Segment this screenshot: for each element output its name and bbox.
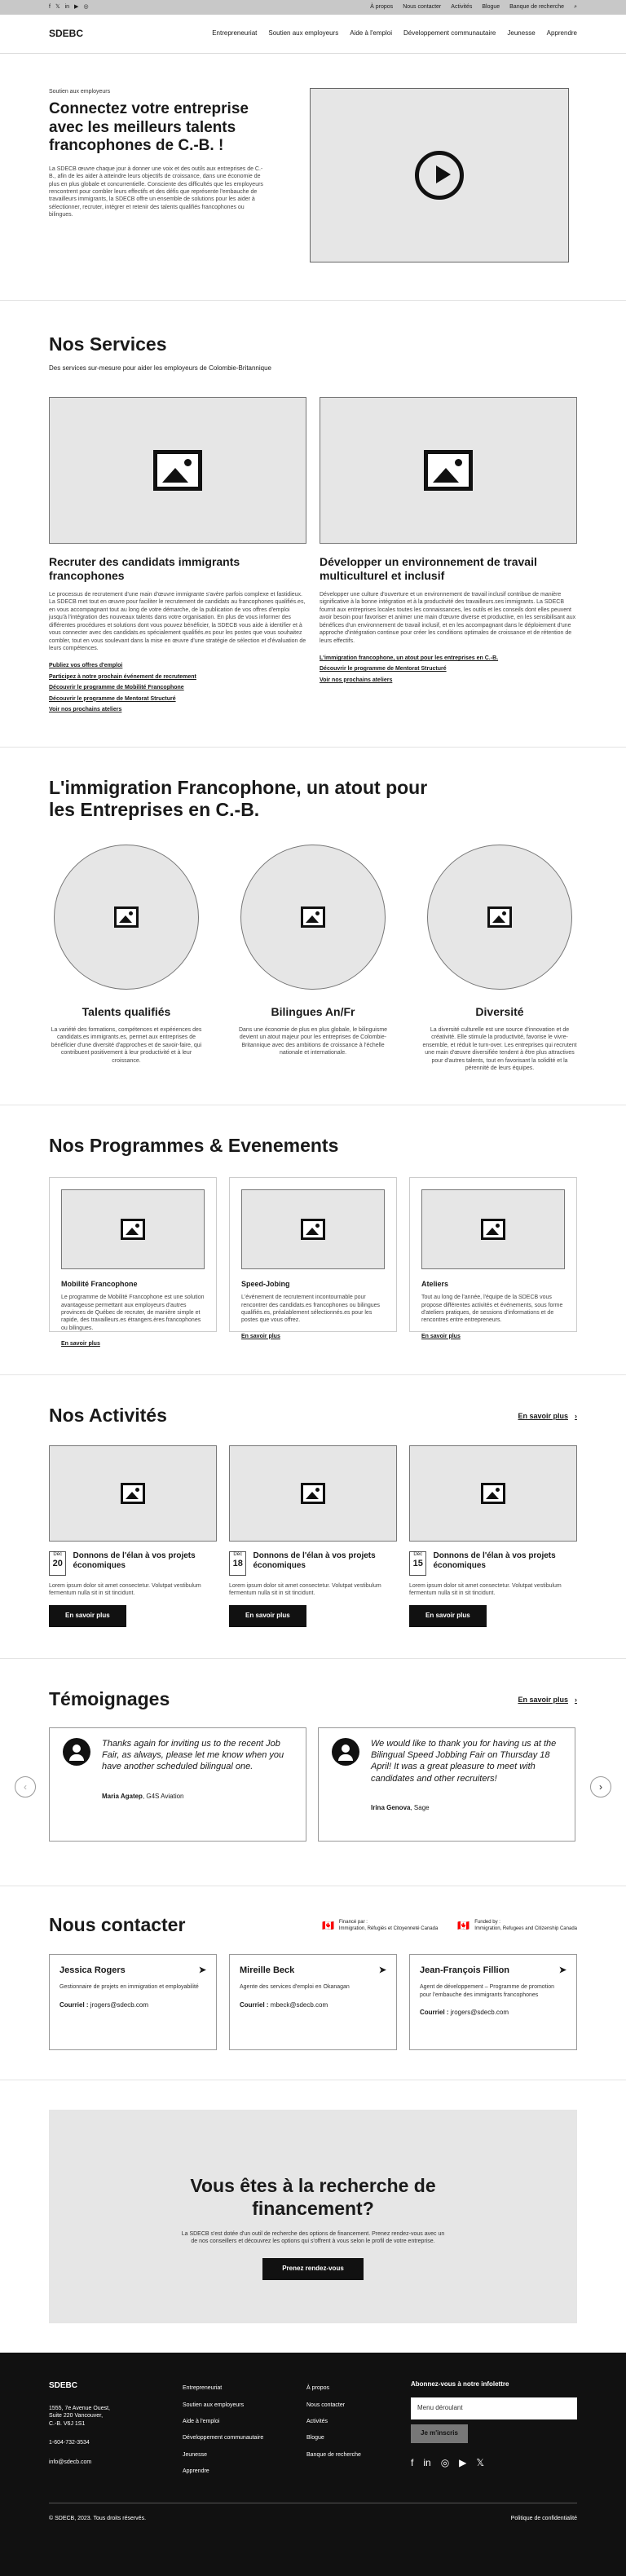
activites-more-link[interactable]: En savoir plus ›	[518, 1411, 577, 1420]
testimonial-card	[318, 1727, 575, 1842]
temoignages-section	[0, 1659, 626, 1886]
programme-title: Speed-Jobing	[241, 1279, 290, 1288]
contact-name: Jessica Rogers	[60, 1965, 126, 1976]
programme-image	[421, 1189, 565, 1269]
footer-nav-1	[183, 2380, 306, 2480]
immig-item-body: Dans une économie de plus en plus globale, le bilinguisme devient un atout majeur pour les entreprises de Colombie-Britannique avec des ambitions de croissance à l'échelle nationale et internationale.	[238, 1026, 388, 1056]
nav-item-entrepreneuriat[interactable]: Entrepreneuriat	[212, 29, 258, 37]
linkedin-icon[interactable]: in	[423, 2456, 431, 2468]
immig-item	[236, 845, 390, 1073]
activity-title: Donnons de l'élan à vos projets économiques	[253, 1550, 376, 1570]
date-badge: Déc 18	[229, 1551, 246, 1576]
contact-card	[409, 1954, 577, 2050]
immig-item	[49, 845, 204, 1073]
circle-image	[54, 845, 199, 990]
immig-item	[422, 845, 577, 1073]
image-icon	[301, 1219, 325, 1240]
funding-body: La SDECB s'est dotée d'un outil de recherche des options de financement. Prenez rendez-vous avec un de nos conseillers et découvrez les options qui s'offrent à vous selon le profil de votre entreprise.	[181, 2230, 445, 2245]
footer-social	[411, 2456, 577, 2469]
image-icon	[481, 1483, 505, 1504]
funding-button[interactable]: Prenez rendez-vous	[262, 2258, 364, 2280]
twitter-icon[interactable]: 𝕏	[476, 2456, 485, 2468]
social-links	[49, 3, 89, 11]
services-section	[0, 301, 626, 747]
carousel-prev-button[interactable]	[15, 1776, 36, 1797]
activites-title: Nos Activités	[49, 1404, 167, 1426]
send-icon[interactable]: ➤	[378, 1965, 386, 1976]
footer-link[interactable]: Jeunesse	[183, 2451, 207, 2458]
service-image	[49, 397, 306, 544]
chevron-right-icon: ›	[575, 1411, 577, 1420]
contact-section	[0, 1886, 626, 2080]
instagram-icon[interactable]: ◎	[83, 4, 89, 11]
footer-address: 1555, 7e Avenue Ouest, Suite 220 Vancouver, C.-B. V6J 1S1	[49, 2405, 110, 2427]
newsletter-title: Abonnez-vous à notre infolettre	[411, 2380, 509, 2389]
activity-title: Donnons de l'élan à vos projets économiques	[73, 1550, 196, 1570]
programme-body: Tout au long de l'année, l'équipe de la SDECB vous propose différentes activités et événements, sous forme d'ateliers pratiques, de sessions d'informations et de rencontres entre entrepreneurs.	[421, 1295, 563, 1324]
temoignages-more-link[interactable]: En savoir plus ›	[518, 1695, 577, 1704]
hero-section	[0, 54, 626, 300]
image-icon	[121, 1483, 145, 1504]
service-title: Recruter des candidats immigrants francophones	[49, 555, 240, 583]
play-icon[interactable]	[415, 151, 464, 200]
site-logo[interactable]: SDEBC	[49, 28, 84, 40]
service-link[interactable]: Voir nos prochains ateliers	[320, 677, 393, 683]
hero-body: La SDECB œuvre chaque jour à donner une voix et des outils aux entreprises de C.-B., afin de les aider à atteindre leurs objectifs de croissance, dans une économie de plus en plus globale et concurrentielle. Consciente des difficultés que les employeurs rencontrent pour combler leurs effectifs et des défis que représente l'embauche de travailleurs immigrants, la SDECB offre un ensemble de solutions pour les aider à sélectionner, recruter, intégrer et retenir des talents qualifiés francophones ou bilingues.	[49, 165, 263, 218]
footer-link[interactable]: Apprendre	[183, 2468, 209, 2474]
immig-item-title: Diversité	[475, 1004, 524, 1018]
footer	[0, 2353, 626, 2576]
newsletter-input[interactable]: Menu déroulant	[411, 2397, 577, 2419]
footer-nav-2	[306, 2380, 414, 2480]
footer-link[interactable]: Nous contacter	[306, 2402, 346, 2408]
send-icon[interactable]: ➤	[198, 1965, 206, 1976]
activity-card	[409, 1445, 577, 1628]
funder-logos	[322, 1919, 577, 1932]
privacy-link[interactable]: Politique de confidentialité	[510, 2516, 577, 2522]
instagram-icon[interactable]: ◎	[440, 2456, 450, 2468]
services-title: Nos Services	[49, 333, 167, 355]
testimonial-quote: We would like to thank you for having us at the Bilingual Speed Jobbing Fair on Thursday 18 April! It was a great pleasure to meet with candidates and other recruiters!	[371, 1738, 557, 1784]
activity-button[interactable]: En savoir plus	[49, 1605, 126, 1627]
service-body: Le processus de recrutement d'une main d'œuvre immigrante s'avère parfois complexe et fastidieux. La SDECB met tout en œuvre pour faciliter le recrutement de candidats au francophones qualifiés.es, en vous accompagnant tout au long de votre démarche, de la publication de vos offres d'emploi jusqu'à l'intégration des nouveaux talents dans votre organisation. En plus de vous informer des différentes procédures et solutions dont vous pouvez bénéficier, la SDECB vous aide à identifier et à vous connecter avec des candidats.es spécialement qualifiés.es pour les postes que vous souhaitez combler, tout en vous soulevant dans la mise en œuvre d'une stratégie de sélection et d'évaluation de leurs compétences.	[49, 591, 306, 652]
programme-body: L'événement de recrutement incontournable pour rencontrer des candidats.es francophones ou bilingues qualifiés.es, préalablement sélectionnés.es pour les postes que vous offrez.	[241, 1295, 381, 1324]
programme-card	[409, 1177, 577, 1339]
nav-item-developpement[interactable]: Développement communautaire	[403, 29, 496, 37]
programmes-section	[0, 1105, 626, 1374]
hero-eyebrow: Soutien aux employeurs	[49, 89, 111, 95]
activity-body: Lorem ipsum dolor sit amet consectetur. Volutpat vestibulum fermentum nulla sit in sit tincidunt.	[409, 1582, 562, 1596]
programme-link[interactable]: En savoir plus	[241, 1333, 280, 1339]
carousel-next-button[interactable]	[590, 1776, 611, 1797]
date-badge: Déc 15	[409, 1551, 426, 1576]
footer-link[interactable]: Activités	[306, 2419, 328, 2425]
contact-email[interactable]: Courriel : jrogers@sdecb.com	[60, 2000, 149, 2009]
youtube-icon[interactable]: ▶	[459, 2456, 467, 2468]
service-link[interactable]: Découvrir le programme de Mentorat Structuré	[49, 695, 176, 702]
activity-card	[49, 1445, 217, 1628]
nav-item-apprendre[interactable]: Apprendre	[546, 29, 577, 37]
contact-role: Agente des services d'emploi en Okanagan	[240, 1984, 350, 1991]
services-subtitle: Des services sur-mesure pour aider les employeurs de Colombie-Britannique	[49, 364, 272, 372]
contact-card	[229, 1954, 397, 2050]
avatar-icon	[63, 1738, 90, 1766]
canada-flag-icon: 🇨🇦	[321, 1919, 334, 1931]
contact-email[interactable]: Courriel : jrogers@sdecb.com	[420, 2009, 509, 2017]
funder-logo-en: 🇨🇦 Funded by : Immigration, Refugees and Citizenship Canada	[457, 1919, 577, 1931]
hero-title: Connectez votre entreprise avec les meilleurs talents francophones de C.-B. !	[49, 100, 249, 155]
programme-image	[61, 1189, 205, 1269]
funding-banner	[49, 2110, 577, 2323]
contact-name: Mireille Beck	[240, 1965, 295, 1976]
footer-link[interactable]: Aide à l'emploi	[183, 2419, 220, 2425]
footer-link[interactable]: Entrepreneuriat	[183, 2385, 223, 2392]
chevron-right-icon: ›	[599, 1780, 602, 1793]
funding-title: Vous êtes à la recherche de financement?	[190, 2175, 436, 2220]
programmes-title: Nos Programmes & Evenements	[49, 1135, 339, 1157]
immigration-title: L'immigration Francophone, un atout pour les Entreprises en C.-B.	[49, 776, 428, 821]
nav-item-jeunesse[interactable]: Jeunesse	[507, 29, 536, 37]
footer-link[interactable]: Blogue	[306, 2435, 324, 2441]
contact-email[interactable]: Courriel : mbeck@sdecb.com	[240, 2000, 328, 2009]
contact-role: Gestionnaire de projets en immigration et employabilité	[60, 1984, 199, 1991]
programme-card	[49, 1177, 217, 1348]
utility-links	[370, 3, 577, 11]
youtube-icon[interactable]: ▶	[74, 4, 79, 11]
immig-item-title: Bilingues An/Fr	[271, 1004, 355, 1018]
service-link[interactable]: Participez à notre prochain événement de recrutement	[49, 673, 196, 680]
testimonial-author: Maria Agatep, G4S Aviation	[102, 1792, 184, 1800]
nav-item-soutien[interactable]: Soutien aux employeurs	[268, 29, 339, 37]
activity-button[interactable]: En savoir plus	[409, 1605, 487, 1627]
activity-image	[229, 1445, 397, 1542]
nav-item-aide[interactable]: Aide à l'emploi	[350, 29, 392, 37]
service-image	[320, 397, 577, 544]
activity-title: Donnons de l'élan à vos projets économiques	[433, 1550, 556, 1570]
date-badge: Déc 20	[49, 1551, 66, 1576]
immig-item-body: La variété des formations, compétences et expériences des candidats.es immigrants.es, permet aux entreprises de bénéficier d'une diversité d'approches et de savoir-faire, qui contribuent positivement à leur productivité et à leur croissance.	[51, 1026, 202, 1064]
facebook-icon[interactable]: f	[411, 2456, 414, 2468]
footer-email[interactable]: info@sdecb.com	[49, 2459, 92, 2465]
service-link[interactable]: Voir nos prochains ateliers	[49, 707, 122, 713]
footer-link[interactable]: Banque de recherche	[306, 2451, 361, 2458]
footer-phone[interactable]: 1-604-732-3534	[49, 2440, 90, 2446]
contact-card	[49, 1954, 217, 2050]
service-link[interactable]: Découvrir le programme de Mobilité Francophone	[49, 685, 184, 691]
facebook-icon[interactable]: f	[49, 4, 51, 11]
nav-menu	[212, 29, 577, 38]
util-link-banque[interactable]: Banque de recherche	[509, 4, 565, 11]
temoignages-title: Témoignages	[49, 1688, 170, 1710]
image-icon	[301, 1483, 325, 1504]
image-icon	[301, 906, 325, 928]
programme-title: Ateliers	[421, 1279, 449, 1288]
linkedin-icon[interactable]: in	[64, 4, 70, 11]
circle-image	[240, 845, 386, 990]
circle-image	[427, 845, 572, 990]
image-icon	[481, 1219, 505, 1240]
twitter-icon[interactable]: 𝕏	[55, 4, 60, 11]
main-nav	[0, 15, 626, 54]
service-recruter	[49, 397, 306, 713]
activity-image	[409, 1445, 577, 1542]
footer-link[interactable]: Soutien aux employeurs	[183, 2402, 245, 2408]
hero-text	[49, 88, 269, 262]
image-icon	[114, 906, 139, 928]
contact-title: Nous contacter	[49, 1913, 186, 1935]
util-link-blogue[interactable]: Blogue	[482, 4, 500, 11]
contact-name: Jean-François Fillion	[420, 1965, 510, 1976]
chevron-right-icon: ›	[575, 1695, 577, 1704]
hero-video[interactable]	[310, 88, 569, 262]
footer-bottom	[49, 2503, 577, 2522]
image-icon	[153, 450, 202, 491]
immigration-section	[0, 748, 626, 1105]
util-link-contact[interactable]: Nous contacter	[403, 4, 442, 11]
programme-image	[241, 1189, 385, 1269]
contact-role: Agent de développement – Programme de promotion pour l'embauche des immigrants francophones	[420, 1984, 554, 1998]
service-link[interactable]: Découvrir le programme de Mentorat Structuré	[320, 666, 447, 673]
canada-flag-icon: 🇨🇦	[457, 1919, 470, 1931]
util-link-activites[interactable]: Activités	[451, 4, 473, 11]
image-icon	[487, 906, 512, 928]
footer-link[interactable]: Développement communautaire	[183, 2435, 264, 2441]
programme-link[interactable]: En savoir plus	[61, 1341, 100, 1348]
search-icon[interactable]: ⌕	[574, 4, 577, 11]
newsletter	[411, 2380, 577, 2480]
immig-item-body: La diversité culturelle est une source d'innovation et de créativité. Elle stimule la productivité, favorise le vivre-ensemble, et réduit le turn-over. Les entreprises qui recrutent une main d'œuvre diversifiée tendent à être plus attractives pour d'autres talents, tout en favorisant la solidité et la pérennité de leurs équipes.	[422, 1026, 577, 1071]
footer-logo[interactable]: SDEBC	[49, 2381, 78, 2391]
subscribe-button[interactable]: Je m'inscris	[411, 2424, 468, 2443]
send-icon[interactable]: ➤	[558, 1965, 566, 1976]
programme-title: Mobilité Francophone	[61, 1279, 138, 1288]
service-link[interactable]: Publiez vos offres d'emploi	[49, 663, 123, 669]
testimonial-quote: Thanks again for inviting us to the recent Job Fair, as always, please let me know when you have another scheduled bilingual one.	[102, 1738, 284, 1772]
activity-button[interactable]: En savoir plus	[229, 1605, 306, 1627]
image-icon	[424, 450, 473, 491]
funder-logo-fr: 🇨🇦 Financé par : Immigration, Réfugiés et Citoyenneté Canada	[321, 1919, 439, 1931]
programme-card	[229, 1177, 397, 1339]
activity-card	[229, 1445, 397, 1628]
immig-item-title: Talents qualifiés	[82, 1004, 171, 1018]
service-body: Développer une culture d'ouverture et un environnement de travail inclusif contribue de manière significative à la bonne intégration et à la productivité des travailleurs.ses immigrants. La SDECB fournit aux entreprises locales toutes les connaissances, les outils et les conseils dont elles peuvent avoir besoin pour favoriser et animer une main d'œuvre diverse et productive, en les sensibilisant aux bénéfices d'un environnement de travail inclusif, et en les accompagnant dans le déploiement d'une approche d'intégration continue pour créer les conditions optimales de croissance et de rétention de leurs effectifs.	[320, 591, 576, 644]
chevron-left-icon: ‹	[24, 1780, 27, 1793]
activity-body: Lorem ipsum dolor sit amet consectetur. Volutpat vestibulum fermentum nulla sit in sit tincidunt.	[229, 1582, 381, 1596]
service-developper	[320, 397, 577, 713]
activites-section	[0, 1375, 626, 1658]
top-bar	[0, 0, 626, 15]
testimonial-author: Irina Genova, Sage	[371, 1804, 430, 1812]
image-icon	[121, 1219, 145, 1240]
service-link[interactable]: L'immigration francophone, un atout pour les entreprises en C.-B.	[320, 655, 499, 662]
programme-body: Le programme de Mobilité Francophone est une solution avantageuse permettant aux employeurs d'autres provinces de Québec de recruter, de manière simple et rapide, des travailleurs.es étrangers.ères francophones ou bilingues.	[61, 1295, 205, 1331]
avatar-icon	[332, 1738, 359, 1766]
activity-image	[49, 1445, 217, 1542]
footer-link[interactable]: À propos	[306, 2385, 330, 2392]
copyright: © SDECB, 2023. Tous droits réservés.	[49, 2516, 147, 2522]
programme-link[interactable]: En savoir plus	[421, 1333, 461, 1339]
service-title: Développer un environnement de travail multiculturel et inclusif	[320, 555, 537, 583]
activity-body: Lorem ipsum dolor sit amet consectetur. Volutpat vestibulum fermentum nulla sit in sit tincidunt.	[49, 1582, 201, 1596]
testimonial-card	[49, 1727, 306, 1842]
util-link-apropos[interactable]: À propos	[370, 4, 394, 11]
